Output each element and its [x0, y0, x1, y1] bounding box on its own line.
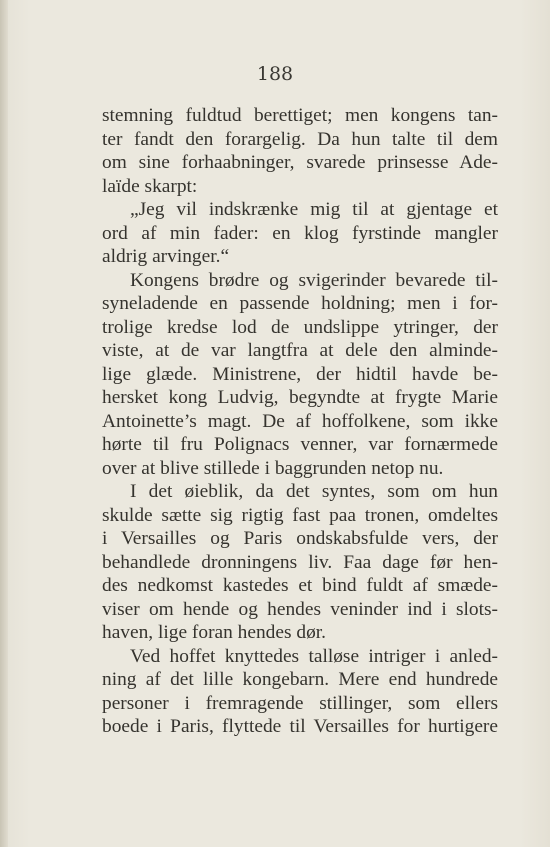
text-line: skulde sætte sig rigtig fast paa tronen, omdeltes: [102, 504, 498, 526]
text-line: Ved hoffet knyttedes talløse intriger i anled-: [130, 645, 498, 667]
body-text: [102, 104, 498, 739]
text-line: des nedkomst kastedes et bind fuldt af smæde-: [102, 575, 498, 596]
text-line: „Jeg vil indskrænke mig til at gjentage et: [130, 199, 498, 220]
page-binding-edge: [0, 0, 8, 847]
text-line: ning af det lille kongebarn. Mere end hundrede: [102, 669, 498, 690]
text-line: aldrig arvinger.“: [102, 246, 230, 267]
text-line: viste, at de var langtfra at dele den alminde-: [102, 340, 498, 361]
text-line: stemning fuldtud berettiget; men kongens tan-: [102, 105, 498, 126]
text-line: hersket kong Ludvig, begyndte at frygte Marie: [102, 387, 498, 408]
text-line: laïde skarpt:: [102, 175, 198, 197]
text-line: behandlede dronningens liv. Faa dage før hen-: [102, 551, 498, 573]
text-line: om sine forhaabninger, svarede prinsesse Ade-: [102, 152, 498, 173]
text-line: boede i Paris, flyttede til Versailles for hurtigere: [102, 716, 498, 737]
text-line: I det øieblik, da det syntes, som om hun: [130, 481, 498, 502]
text-line: Kongens brødre og svigerinder bevarede til-: [130, 269, 498, 291]
text-line: ord af min fader: en klog fyrstinde mangler: [102, 222, 498, 244]
text-line: hørte til fru Polignacs venner, var fornærmede: [102, 434, 498, 455]
text-line: Antoinette’s magt. De af hoffolkene, som ikke: [102, 410, 498, 432]
text-line: i Versailles og Paris ondskabsfulde vers, der: [102, 528, 498, 549]
text-line: haven, lige foran hendes dør.: [102, 622, 326, 643]
text-line: trolige kredse lod de undslippe ytringer, der: [102, 316, 498, 338]
page-number: 188: [256, 63, 294, 85]
text-line: ter fandt den forargelig. Da hun talte til dem: [102, 128, 498, 150]
text-line: personer i fremragende stillinger, som ellers: [102, 692, 498, 714]
text-line: over at blive stillede i baggrunden netop nu.: [102, 457, 444, 479]
text-line: viser om hende og hendes veninder ind i slots-: [102, 598, 498, 620]
text-line: lige glæde. Ministrene, der hidtil havde be-: [102, 363, 498, 385]
text-line: syneladende en passende holdning; men i for-: [102, 293, 498, 314]
